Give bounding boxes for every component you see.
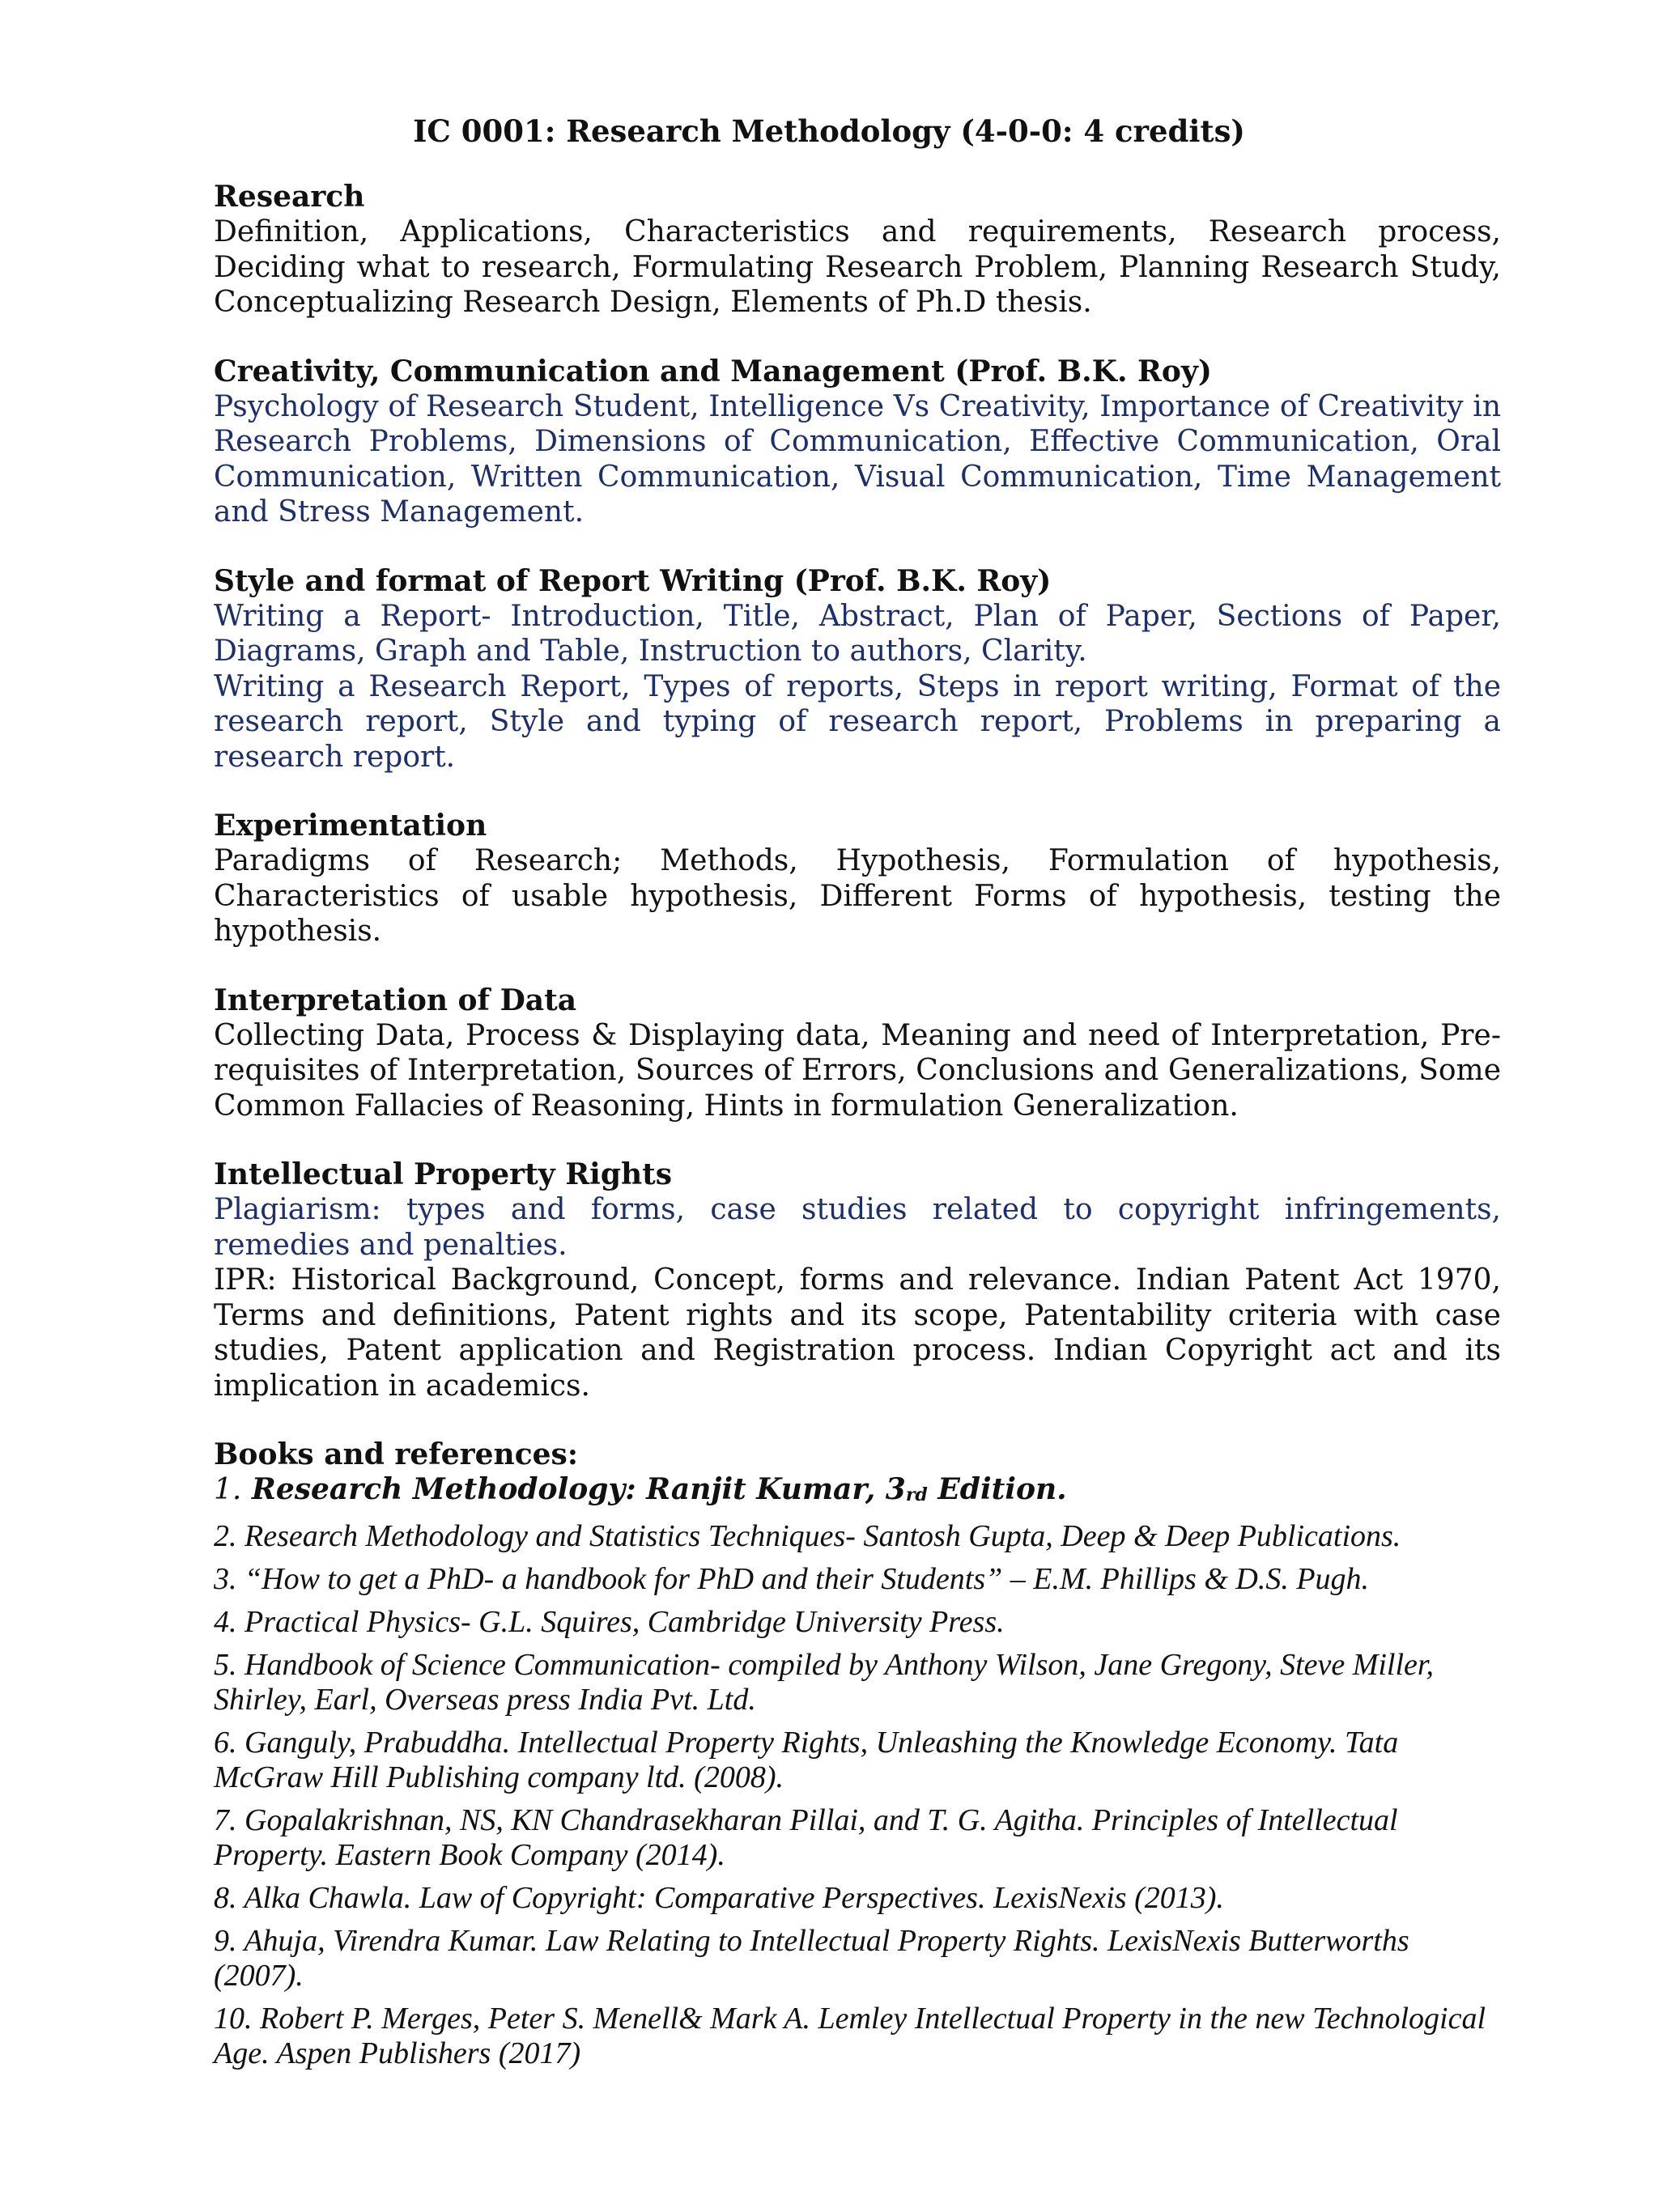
section-heading: Research bbox=[214, 180, 365, 214]
section-heading: Intellectual Property Rights bbox=[214, 1157, 673, 1191]
reference-item bbox=[214, 1472, 1501, 1511]
section-paragraph: IPR: Historical Background, Concept, forms and relevance. Indian Patent Act 1970, Terms and definitions, Patent rights and its scope, Patentability criteria with case studies, Patent application and Registration process. Indian Copyright act and its implication in academics. bbox=[214, 1263, 1501, 1403]
reference-text: Research Methodology: Ranjit Kumar, 3 bbox=[251, 1472, 906, 1506]
section-heading: Creativity, Communication and Management (Prof. B.K. Roy) bbox=[214, 354, 1212, 388]
reference-item: 3. “How to get a PhD- a handbook for PhD and their Students” – E.M. Phillips & D.S. Pugh. bbox=[214, 1562, 1370, 1596]
reference-item: 10. Robert P. Merges, Peter S. Menell& Mark A. Lemley Intellectual Property in the new Technological Age. Aspen Publishers (2017) bbox=[214, 2002, 1486, 2070]
section-heading: Experimentation bbox=[214, 809, 487, 843]
section-paragraph: Writing a Research Report, Types of reports, Steps in report writing, Format of the research report, Style and typing of research report, Problems in preparing a research report. bbox=[214, 669, 1501, 774]
section-paragraph: Collecting Data, Process & Displaying data, Meaning and need of Interpretation, Pre-requisites of Interpretation, Sources of Errors, Conclusions and Generalizations, Some Common Fallacies of Reasoning, Hints in formulation Generalization. bbox=[214, 1018, 1501, 1123]
reference-number: 1. bbox=[214, 1473, 242, 1506]
section-paragraph: Writing a Report- Introduction, Title, Abstract, Plan of Paper, Sections of Paper, Diagrams, Graph and Table, Instruction to authors, Clarity. bbox=[214, 599, 1501, 668]
reference-item: 8. Alka Chawla. Law of Copyright: Comparative Perspectives. LexisNexis (2013). bbox=[214, 1881, 1224, 1915]
section-experimentation bbox=[214, 809, 1501, 949]
reference-item: 7. Gopalakrishnan, NS, KN Chandrasekharan Pillai, and T. G. Agitha. Principles of Intellectual Property. Eastern Book Company (2014). bbox=[214, 1803, 1398, 1872]
reference-item: 2. Research Methodology and Statistics Techniques- Santosh Gupta, Deep & Deep Publications. bbox=[214, 1519, 1401, 1553]
reference-text: Edition. bbox=[927, 1472, 1067, 1506]
section-heading: Interpretation of Data bbox=[214, 983, 577, 1017]
document-body bbox=[214, 180, 1501, 2079]
section-ipr bbox=[214, 1157, 1501, 1403]
reference-superscript: rd bbox=[905, 1484, 928, 1505]
section-creativity bbox=[214, 355, 1501, 530]
reference-item: 6. Ganguly, Prabuddha. Intellectual Property Rights, Unleashing the Knowledge Economy. Tata McGraw Hill Publishing company ltd. (2008). bbox=[214, 1726, 1399, 1794]
section-paragraph: Definition, Applications, Characteristics and requirements, Research process, Deciding what to research, Formulating Research Problem, Planning Research Study, Conceptualizing Research Design, Elements of Ph.D thesis. bbox=[214, 215, 1501, 319]
books-references bbox=[214, 1437, 1501, 2071]
section-heading: Style and format of Report Writing (Prof. B.K. Roy) bbox=[214, 563, 1052, 598]
page-title: IC 0001: Research Methodology (4-0-0: 4 credits) bbox=[413, 113, 1245, 149]
section-interpretation bbox=[214, 983, 1501, 1124]
section-research bbox=[214, 180, 1501, 321]
reference-item: 5. Handbook of Science Communication- compiled by Anthony Wilson, Jane Gregony, Steve Miller, Shirley, Earl, Overseas press India Pvt. Ltd. bbox=[214, 1648, 1434, 1717]
books-heading: Books and references: bbox=[214, 1437, 579, 1471]
section-report-writing bbox=[214, 564, 1501, 775]
reference-item: 4. Practical Physics- G.L. Squires, Cambridge University Press. bbox=[214, 1605, 1005, 1639]
section-paragraph: Paradigms of Research; Methods, Hypothesis, Formulation of hypothesis, Characteristics of usable hypothesis, Different Forms of hypothesis, testing the hypothesis. bbox=[214, 844, 1501, 948]
section-paragraph: Plagiarism: types and forms, case studies related to copyright infringements, remedies and penalties. bbox=[214, 1193, 1501, 1262]
reference-item: 9. Ahuja, Virendra Kumar. Law Relating to Intellectual Property Rights. LexisNexis Butterworths (2007). bbox=[214, 1924, 1409, 1993]
section-paragraph: Psychology of Research Student, Intelligence Vs Creativity, Importance of Creativity in Research Problems, Dimensions of Communication, Effective Communication, Oral Communication, Written Communication, Visual Communication, Time Management and Stress Management. bbox=[214, 389, 1501, 529]
